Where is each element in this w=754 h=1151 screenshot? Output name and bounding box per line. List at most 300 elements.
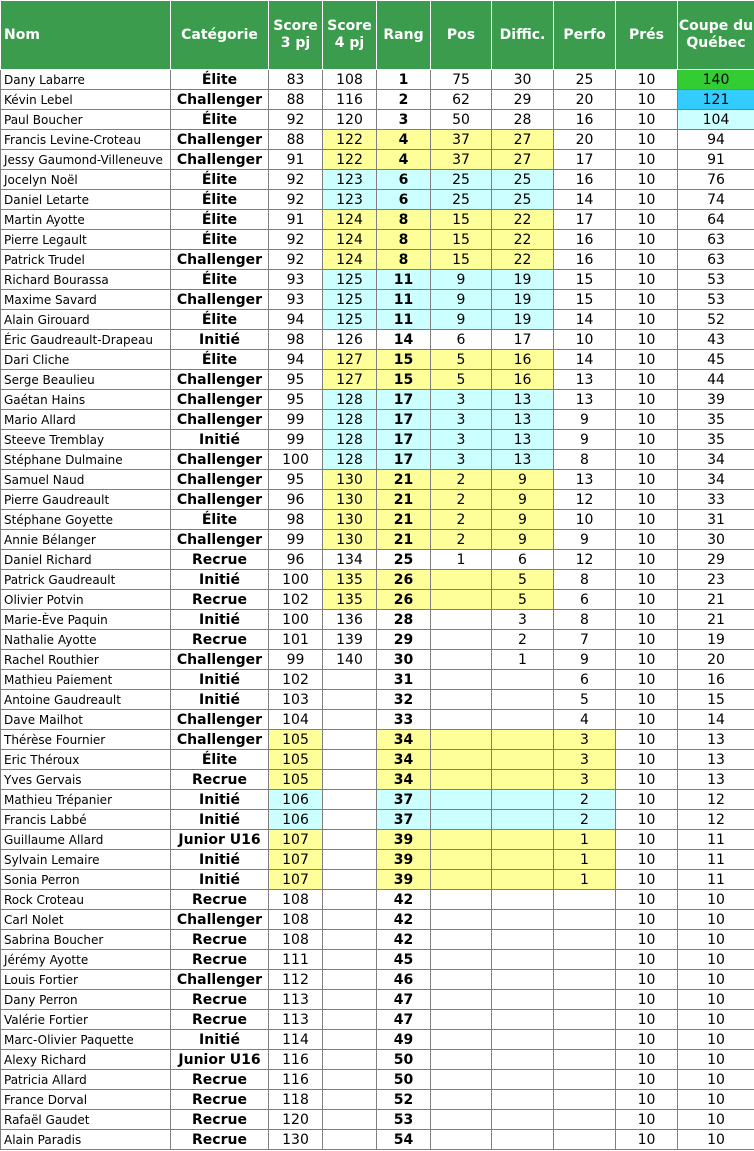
table-row: [1, 110, 754, 130]
cell-pres: 10: [616, 490, 678, 510]
cell-pres: 10: [616, 790, 678, 810]
cell-diffic: 17: [492, 330, 554, 350]
cell-pos: [431, 990, 492, 1010]
cell-rang: 46: [377, 970, 431, 990]
cell-coupe: 11: [678, 830, 754, 850]
cell-nom: Daniel Richard: [1, 550, 171, 570]
cell-pres: 10: [616, 310, 678, 330]
cell-categorie: Élite: [171, 750, 269, 770]
cell-perfo: 5: [554, 690, 616, 710]
cell-categorie: Recrue: [171, 550, 269, 570]
cell-coupe: 14: [678, 710, 754, 730]
cell-rang: 8: [377, 250, 431, 270]
cell-coupe: 23: [678, 570, 754, 590]
cell-pos: 5: [431, 370, 492, 390]
cell-diffic: [492, 1070, 554, 1090]
cell-score-4pj: [323, 1090, 377, 1110]
cell-pos: 37: [431, 150, 492, 170]
cell-rang: 42: [377, 910, 431, 930]
cell-categorie: Élite: [171, 270, 269, 290]
table-row: [1, 990, 754, 1010]
cell-coupe: 53: [678, 290, 754, 310]
cell-perfo: 16: [554, 250, 616, 270]
cell-perfo: 9: [554, 650, 616, 670]
cell-coupe: 10: [678, 930, 754, 950]
cell-coupe: 10: [678, 890, 754, 910]
cell-pres: 10: [616, 170, 678, 190]
cell-pres: 10: [616, 930, 678, 950]
cell-score-4pj: 124: [323, 230, 377, 250]
cell-rang: 17: [377, 430, 431, 450]
cell-perfo: [554, 950, 616, 970]
table-row: [1, 230, 754, 250]
cell-pos: 1: [431, 550, 492, 570]
table-row: [1, 970, 754, 990]
header-score-4pj: Score 4 pj: [323, 1, 377, 70]
cell-rang: 37: [377, 790, 431, 810]
cell-coupe: 63: [678, 250, 754, 270]
cell-categorie: Challenger: [171, 410, 269, 430]
cell-score-4pj: 127: [323, 350, 377, 370]
cell-diffic: 25: [492, 190, 554, 210]
cell-pres: 10: [616, 110, 678, 130]
cell-coupe: 13: [678, 770, 754, 790]
cell-rang: 42: [377, 930, 431, 950]
cell-score-3pj: 105: [269, 750, 323, 770]
cell-rang: 37: [377, 810, 431, 830]
cell-rang: 17: [377, 390, 431, 410]
cell-pos: 9: [431, 310, 492, 330]
cell-pos: 2: [431, 530, 492, 550]
cell-pres: 10: [616, 730, 678, 750]
cell-perfo: 12: [554, 490, 616, 510]
cell-score-3pj: 120: [269, 1110, 323, 1130]
cell-coupe: 39: [678, 390, 754, 410]
cell-diffic: [492, 690, 554, 710]
header-coupe: Coupe du Québec: [678, 1, 754, 70]
cell-score-3pj: 95: [269, 390, 323, 410]
cell-score-3pj: 95: [269, 370, 323, 390]
table-row: [1, 170, 754, 190]
cell-perfo: 17: [554, 210, 616, 230]
cell-pres: 10: [616, 1090, 678, 1110]
cell-coupe: 31: [678, 510, 754, 530]
cell-score-4pj: [323, 710, 377, 730]
table-row: [1, 690, 754, 710]
cell-categorie: Challenger: [171, 710, 269, 730]
cell-categorie: Élite: [171, 70, 269, 90]
cell-score-3pj: 101: [269, 630, 323, 650]
cell-pos: [431, 970, 492, 990]
cell-rang: 50: [377, 1070, 431, 1090]
table-row: [1, 910, 754, 930]
cell-rang: 8: [377, 230, 431, 250]
table-row: [1, 270, 754, 290]
table-row: [1, 1110, 754, 1130]
cell-nom: Stéphane Goyette: [1, 510, 171, 530]
cell-diffic: [492, 1050, 554, 1070]
cell-categorie: Initié: [171, 870, 269, 890]
cell-diffic: [492, 990, 554, 1010]
cell-categorie: Challenger: [171, 490, 269, 510]
cell-rang: 25: [377, 550, 431, 570]
cell-pos: [431, 910, 492, 930]
cell-categorie: Challenger: [171, 910, 269, 930]
cell-pres: 10: [616, 410, 678, 430]
cell-nom: Jocelyn Noël: [1, 170, 171, 190]
table-row: [1, 590, 754, 610]
cell-perfo: 16: [554, 230, 616, 250]
cell-pres: 10: [616, 230, 678, 250]
table-row: [1, 150, 754, 170]
cell-pos: [431, 890, 492, 910]
cell-coupe: 10: [678, 1070, 754, 1090]
cell-categorie: Challenger: [171, 150, 269, 170]
cell-score-4pj: [323, 910, 377, 930]
cell-nom: Guillaume Allard: [1, 830, 171, 850]
table-row: [1, 930, 754, 950]
cell-diffic: [492, 830, 554, 850]
cell-pos: 15: [431, 250, 492, 270]
cell-perfo: 17: [554, 150, 616, 170]
cell-diffic: [492, 930, 554, 950]
cell-coupe: 10: [678, 970, 754, 990]
cell-pos: [431, 950, 492, 970]
cell-nom: Carl Nolet: [1, 910, 171, 930]
cell-pres: 10: [616, 910, 678, 930]
cell-categorie: Initié: [171, 1030, 269, 1050]
cell-score-3pj: 113: [269, 1010, 323, 1030]
cell-score-3pj: 118: [269, 1090, 323, 1110]
cell-categorie: Challenger: [171, 450, 269, 470]
cell-coupe: 11: [678, 850, 754, 870]
cell-categorie: Challenger: [171, 470, 269, 490]
header-row: [1, 1, 754, 70]
cell-pos: 75: [431, 70, 492, 90]
cell-perfo: [554, 1110, 616, 1130]
cell-rang: 47: [377, 1010, 431, 1030]
cell-pos: 25: [431, 190, 492, 210]
cell-perfo: [554, 990, 616, 1010]
cell-pres: 10: [616, 750, 678, 770]
cell-diffic: 9: [492, 510, 554, 530]
cell-categorie: Recrue: [171, 930, 269, 950]
cell-rang: 21: [377, 510, 431, 530]
table-row: [1, 710, 754, 730]
cell-score-4pj: 126: [323, 330, 377, 350]
cell-categorie: Élite: [171, 230, 269, 250]
cell-score-4pj: [323, 850, 377, 870]
table-row: [1, 870, 754, 890]
cell-rang: 1: [377, 70, 431, 90]
cell-diffic: [492, 870, 554, 890]
cell-perfo: [554, 910, 616, 930]
cell-rang: 50: [377, 1050, 431, 1070]
cell-coupe: 94: [678, 130, 754, 150]
cell-pos: 15: [431, 210, 492, 230]
cell-rang: 11: [377, 310, 431, 330]
cell-score-4pj: [323, 770, 377, 790]
cell-coupe: 10: [678, 1090, 754, 1110]
cell-score-3pj: 94: [269, 350, 323, 370]
cell-nom: Alain Girouard: [1, 310, 171, 330]
cell-nom: Patricia Allard: [1, 1070, 171, 1090]
table-row: [1, 530, 754, 550]
table-row: [1, 730, 754, 750]
cell-pos: [431, 610, 492, 630]
cell-nom: Alain Paradis: [1, 1130, 171, 1150]
cell-nom: Dany Labarre: [1, 70, 171, 90]
cell-score-4pj: [323, 1110, 377, 1130]
cell-score-4pj: 128: [323, 410, 377, 430]
cell-categorie: Initié: [171, 430, 269, 450]
cell-score-4pj: 122: [323, 130, 377, 150]
cell-pres: 10: [616, 570, 678, 590]
cell-nom: Louis Fortier: [1, 970, 171, 990]
cell-categorie: Initié: [171, 810, 269, 830]
cell-pres: 10: [616, 330, 678, 350]
cell-pos: [431, 1130, 492, 1150]
cell-rang: 21: [377, 530, 431, 550]
table-row: [1, 1090, 754, 1110]
cell-pres: 10: [616, 290, 678, 310]
cell-rang: 42: [377, 890, 431, 910]
cell-diffic: [492, 770, 554, 790]
cell-categorie: Recrue: [171, 630, 269, 650]
cell-perfo: 14: [554, 350, 616, 370]
cell-pos: [431, 570, 492, 590]
cell-nom: Marc-Olivier Paquette: [1, 1030, 171, 1050]
cell-diffic: 6: [492, 550, 554, 570]
cell-perfo: 9: [554, 530, 616, 550]
cell-pres: 10: [616, 890, 678, 910]
cell-perfo: 1: [554, 830, 616, 850]
cell-nom: Rafaël Gaudet: [1, 1110, 171, 1130]
table-row: [1, 790, 754, 810]
cell-pres: 10: [616, 90, 678, 110]
cell-rang: 11: [377, 290, 431, 310]
cell-rang: 39: [377, 830, 431, 850]
cell-diffic: 13: [492, 430, 554, 450]
cell-rang: 30: [377, 650, 431, 670]
cell-score-4pj: 108: [323, 70, 377, 90]
table-row: [1, 250, 754, 270]
table-row: [1, 430, 754, 450]
cell-pos: [431, 710, 492, 730]
cell-score-3pj: 113: [269, 990, 323, 1010]
table-row: [1, 830, 754, 850]
cell-score-3pj: 91: [269, 150, 323, 170]
cell-categorie: Recrue: [171, 770, 269, 790]
cell-pos: [431, 770, 492, 790]
table-row: [1, 810, 754, 830]
cell-diffic: 22: [492, 250, 554, 270]
table-row: [1, 410, 754, 430]
cell-score-3pj: 116: [269, 1070, 323, 1090]
cell-score-3pj: 105: [269, 730, 323, 750]
cell-pos: [431, 650, 492, 670]
cell-pos: [431, 790, 492, 810]
cell-pres: 10: [616, 650, 678, 670]
cell-score-4pj: 140: [323, 650, 377, 670]
cell-score-3pj: 99: [269, 650, 323, 670]
cell-categorie: Challenger: [171, 290, 269, 310]
header-perfo: Perfo: [554, 1, 616, 70]
cell-score-4pj: 125: [323, 270, 377, 290]
cell-pres: 10: [616, 770, 678, 790]
cell-score-3pj: 99: [269, 530, 323, 550]
cell-coupe: 34: [678, 470, 754, 490]
cell-categorie: Initié: [171, 570, 269, 590]
cell-categorie: Élite: [171, 190, 269, 210]
cell-diffic: 19: [492, 310, 554, 330]
table-row: [1, 630, 754, 650]
cell-nom: Marie-Ève Paquin: [1, 610, 171, 630]
cell-perfo: [554, 1090, 616, 1110]
table-row: [1, 1070, 754, 1090]
cell-score-3pj: 91: [269, 210, 323, 230]
header-rang: Rang: [377, 1, 431, 70]
cell-nom: Rock Croteau: [1, 890, 171, 910]
cell-nom: Dany Perron: [1, 990, 171, 1010]
cell-score-3pj: 92: [269, 170, 323, 190]
cell-score-4pj: 130: [323, 510, 377, 530]
cell-categorie: Junior U16: [171, 830, 269, 850]
cell-rang: 21: [377, 490, 431, 510]
cell-categorie: Recrue: [171, 890, 269, 910]
cell-score-4pj: [323, 670, 377, 690]
cell-pos: [431, 1030, 492, 1050]
cell-pos: [431, 1070, 492, 1090]
table-row: [1, 950, 754, 970]
cell-diffic: 9: [492, 490, 554, 510]
cell-rang: 3: [377, 110, 431, 130]
cell-categorie: Recrue: [171, 1110, 269, 1130]
cell-score-4pj: [323, 790, 377, 810]
cell-perfo: 6: [554, 670, 616, 690]
cell-categorie: Initié: [171, 330, 269, 350]
cell-diffic: [492, 670, 554, 690]
cell-diffic: [492, 1090, 554, 1110]
cell-diffic: [492, 790, 554, 810]
cell-pos: 62: [431, 90, 492, 110]
cell-score-3pj: 111: [269, 950, 323, 970]
cell-pos: [431, 590, 492, 610]
cell-perfo: [554, 930, 616, 950]
cell-score-3pj: 94: [269, 310, 323, 330]
cell-diffic: 2: [492, 630, 554, 650]
cell-rang: 54: [377, 1130, 431, 1150]
table-row: [1, 330, 754, 350]
cell-pres: 10: [616, 1130, 678, 1150]
cell-diffic: 29: [492, 90, 554, 110]
cell-pos: [431, 670, 492, 690]
cell-pos: [431, 1050, 492, 1070]
cell-score-3pj: 92: [269, 230, 323, 250]
cell-perfo: 13: [554, 470, 616, 490]
cell-rang: 26: [377, 570, 431, 590]
table-row: [1, 550, 754, 570]
cell-pres: 10: [616, 950, 678, 970]
table-row: [1, 310, 754, 330]
cell-rang: 14: [377, 330, 431, 350]
cell-score-3pj: 83: [269, 70, 323, 90]
cell-categorie: Challenger: [171, 90, 269, 110]
cell-perfo: [554, 1130, 616, 1150]
cell-nom: Mathieu Trépanier: [1, 790, 171, 810]
cell-score-3pj: 92: [269, 250, 323, 270]
cell-nom: Paul Boucher: [1, 110, 171, 130]
cell-rang: 15: [377, 370, 431, 390]
cell-nom: Sonia Perron: [1, 870, 171, 890]
cell-score-3pj: 130: [269, 1130, 323, 1150]
table-row: [1, 750, 754, 770]
cell-perfo: 20: [554, 130, 616, 150]
cell-diffic: 9: [492, 530, 554, 550]
cell-pos: 9: [431, 290, 492, 310]
cell-nom: Pierre Gaudreault: [1, 490, 171, 510]
cell-nom: Eric Théroux: [1, 750, 171, 770]
cell-perfo: 2: [554, 790, 616, 810]
cell-rang: 31: [377, 670, 431, 690]
cell-categorie: Challenger: [171, 370, 269, 390]
cell-score-3pj: 112: [269, 970, 323, 990]
cell-coupe: 20: [678, 650, 754, 670]
cell-diffic: [492, 910, 554, 930]
cell-coupe: 13: [678, 730, 754, 750]
cell-score-4pj: 125: [323, 310, 377, 330]
cell-score-3pj: 98: [269, 330, 323, 350]
cell-nom: France Dorval: [1, 1090, 171, 1110]
cell-pres: 10: [616, 270, 678, 290]
table-row: [1, 470, 754, 490]
cell-pres: 10: [616, 1030, 678, 1050]
cell-diffic: 22: [492, 230, 554, 250]
cell-perfo: 1: [554, 870, 616, 890]
cell-score-4pj: 135: [323, 570, 377, 590]
header-nom: Nom: [1, 1, 171, 70]
cell-coupe: 76: [678, 170, 754, 190]
cell-score-3pj: 106: [269, 790, 323, 810]
table-row: [1, 70, 754, 90]
cell-diffic: 27: [492, 130, 554, 150]
cell-diffic: 19: [492, 290, 554, 310]
cell-diffic: 13: [492, 410, 554, 430]
cell-rang: 4: [377, 150, 431, 170]
cell-diffic: 16: [492, 350, 554, 370]
cell-diffic: 5: [492, 570, 554, 590]
cell-pos: 3: [431, 430, 492, 450]
cell-score-4pj: [323, 890, 377, 910]
cell-pos: [431, 630, 492, 650]
cell-diffic: 16: [492, 370, 554, 390]
cell-rang: 49: [377, 1030, 431, 1050]
cell-categorie: Initié: [171, 670, 269, 690]
cell-score-4pj: 127: [323, 370, 377, 390]
cell-pos: 5: [431, 350, 492, 370]
cell-pres: 10: [616, 430, 678, 450]
cell-coupe: 15: [678, 690, 754, 710]
cell-pres: 10: [616, 70, 678, 90]
cell-score-4pj: 130: [323, 490, 377, 510]
cell-score-3pj: 116: [269, 1050, 323, 1070]
cell-score-4pj: [323, 830, 377, 850]
cell-perfo: 15: [554, 270, 616, 290]
cell-coupe: 12: [678, 790, 754, 810]
cell-rang: 26: [377, 590, 431, 610]
cell-nom: Yves Gervais: [1, 770, 171, 790]
cell-score-4pj: 128: [323, 390, 377, 410]
